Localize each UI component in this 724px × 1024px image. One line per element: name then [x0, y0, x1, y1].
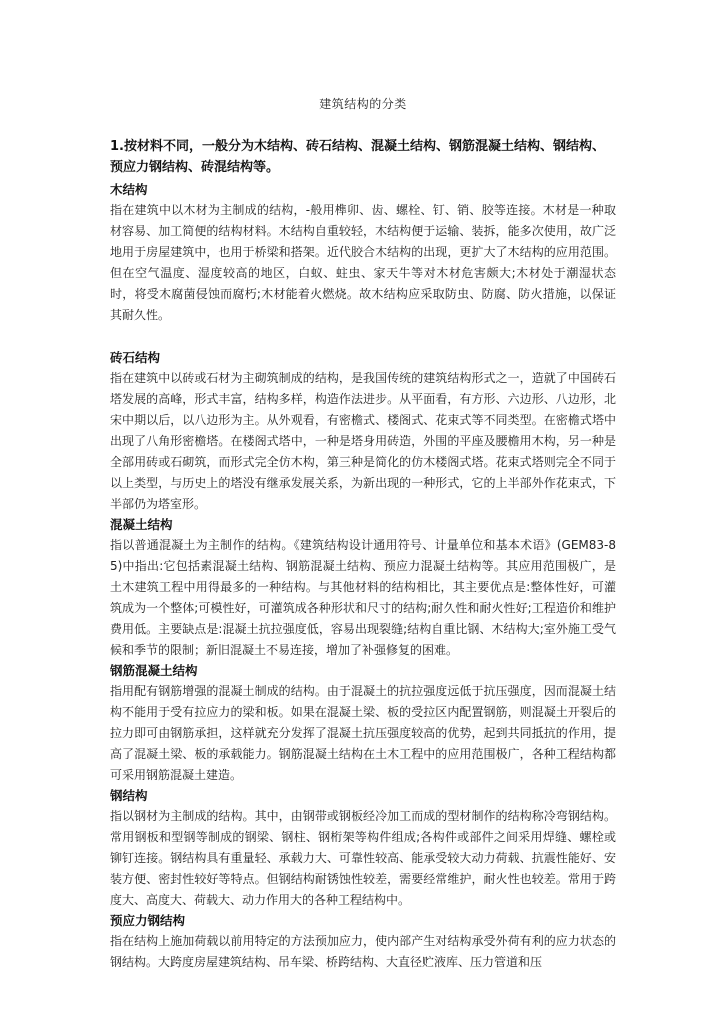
- section-heading-concrete: 混凝土结构: [110, 517, 173, 532]
- section-heading-prestressed-steel: 预应力钢结构: [110, 913, 186, 928]
- lead-paragraph: 1.按材料不同，一般分为木结构、砖石结构、混凝土结构、钢筋混凝土结构、钢结构、预应力钢结构、砖混结构等。: [110, 139, 605, 175]
- section-spacer: [110, 326, 616, 348]
- section-heading-masonry: 砖石结构: [110, 350, 161, 365]
- section-heading-wood: 木结构: [110, 182, 148, 197]
- section-heading-steel: 钢结构: [110, 788, 148, 803]
- section-body-wood: 指在建筑中以木材为主制成的结构，-般用榫卯、齿、螺栓、钉、销、胶等连接。木材是一种取材容易、加工简便的结构材料。木结构自重较轻，木结构便于运输、装拆，能多次使用，故广泛地用于房屋建筑中，也用于桥梁和搭架。近代胶合木结构的出现，更扩大了木结构的应用范围。但在空气温度、湿度较高的地区，白蚁、蛀虫、家天牛等对木材危害颇大;木材处于潮湿状态时，将受木腐菌侵蚀而腐朽;木材能着火燃烧。故木结构应采取防虫、防腐、防火措施，以保证其耐久性。: [110, 203, 616, 322]
- section-heading-reinforced-concrete: 钢筋混凝土结构: [110, 663, 198, 678]
- section-body-prestressed-steel: 指在结构上施加荷载以前用特定的方法预加应力，使内部产生对结构承受外荷有利的应力状态的钢结构。大跨度房屋建筑结构、吊车梁、桥跨结构、大直径贮液库、压力管道和压: [110, 934, 616, 969]
- section-body-masonry: 指在建筑中以砖或石材为主砌筑制成的结构，是我国传统的建筑结构形式之一，造就了中国砖石塔发展的高峰，形式丰富，结构多样，构造作法进步。从平面看，有方形、六边形、八边形，北宋中期以后，以八边形为主。从外观看，有密檐式、楼阁式、花束式等不同类型。在密檐式塔中出现了八角形密檐塔。在楼阁式塔中，一种是塔身用砖造，外围的平座及腰檐用木构，另一种是全部用砖或石砌筑，而形式完全仿木构，第三种是简化的仿木楼阁式塔。花束式塔则完全不同于以上类型，与历史上的塔没有继承发展关系，为新出现的一种形式，它的上半部外作花束式，下半部仍为塔室形。: [110, 371, 616, 511]
- section-body-concrete: 指以普通混凝土为主制作的结构。《建筑结构设计通用符号、计量单位和基本术语》(GEM83-85)中指出:它包括素混凝土结构、钢筋混凝土结构、预应力混凝土结构等。其应用范围极广，是土木建筑工程中用得最多的一种结构。与其他材料的结构相比，其主要优点是:整体性好，可灌筑成为一个整体;可模性好，可灌筑成各种形状和尺寸的结构;耐久性和耐火性好;工程造价和维护费用低。主要缺点是:混凝土抗拉强度低，容易出现裂缝;结构自重比钢、木结构大;室外施工受气候和季节的限制；新旧混凝土不易连接，增加了补强修复的困难。: [110, 538, 616, 657]
- section-body-steel: 指以钢材为主制成的结构。其中，由钢带或钢板经冷加工而成的型材制作的结构称冷弯钢结构。常用钢板和型钢等制成的钢梁、钢柱、钢桁架等构件组成;各构件或部件之间采用焊缝、螺栓或铆钉连接。钢结构具有重量轻、承载力大、可靠性较高、能承受较大动力荷载、抗震性能好、安装方便、密封性较好等特点。但钢结构耐锈蚀性较差，需要经常维护，耐火性也较差。常用于跨度大、高度大、荷载大、动力作用大的各种工程结构中。: [110, 809, 616, 907]
- section-body-reinforced-concrete: 指用配有钢筋增强的混凝土制成的结构。由于混凝土的抗拉强度远低于抗压强度，因而混凝土结构不能用于受有拉应力的梁和板。如果在混凝土梁、板的受拉区内配置钢筋，则混凝土开裂后的拉力即可由钢筋承担，这样就充分发挥了混凝土抗压强度较高的优势，起到共同抵抗的作用，提高了混凝土梁、板的承载能力。钢筋混凝土结构在土木工程中的应用范围极广，各种工程结构都可采用钢筋混凝土建造。: [110, 684, 616, 782]
- document-title: 建筑结构的分类: [319, 97, 407, 111]
